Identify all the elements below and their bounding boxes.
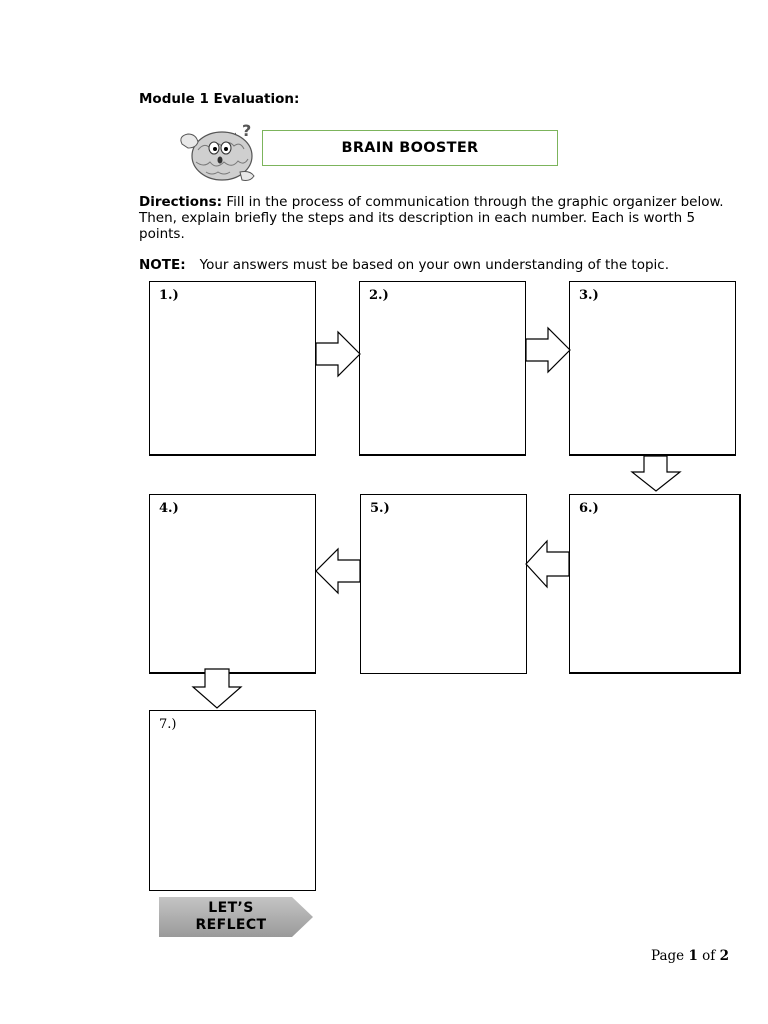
box-number: 7.) bbox=[159, 717, 177, 732]
svg-text:,: , bbox=[234, 127, 237, 137]
brain-booster-title: BRAIN BOOSTER bbox=[262, 130, 558, 166]
note-label: NOTE: bbox=[139, 257, 186, 273]
box-number: 2.) bbox=[369, 288, 389, 303]
directions-text: Fill in the process of communication through the graphic organizer below. Then, explain briefly the steps and its description in each number. Each is worth 5 points. bbox=[139, 194, 724, 242]
organizer-box-5[interactable] bbox=[360, 494, 527, 674]
directions-paragraph bbox=[139, 194, 729, 242]
brain-mascot-icon bbox=[176, 120, 264, 184]
reflect-line-2: REFLECT bbox=[195, 917, 267, 933]
page-number bbox=[651, 948, 729, 964]
page-of: of bbox=[697, 948, 720, 964]
box-number: 3.) bbox=[579, 288, 599, 303]
organizer-box-2[interactable] bbox=[359, 281, 526, 456]
organizer-box-7[interactable] bbox=[149, 710, 316, 891]
box-number: 4.) bbox=[159, 501, 179, 516]
page-current: 1 bbox=[688, 948, 698, 964]
arrow-right-icon bbox=[316, 332, 360, 376]
arrow-right-icon bbox=[526, 328, 570, 372]
organizer-box-6[interactable] bbox=[569, 494, 741, 674]
box-number: 5.) bbox=[370, 501, 390, 516]
note-text: Your answers must be based on your own understanding of the topic. bbox=[199, 257, 670, 273]
organizer-box-1[interactable] bbox=[149, 281, 316, 456]
box-number: 6.) bbox=[579, 501, 599, 516]
reflect-line-1: LET’S bbox=[208, 900, 254, 916]
note-line bbox=[139, 257, 669, 273]
arrow-down-icon bbox=[193, 669, 241, 708]
organizer-box-4[interactable] bbox=[149, 494, 316, 674]
module-heading: Module 1 Evaluation: bbox=[139, 91, 300, 107]
arrow-left-icon bbox=[316, 549, 360, 593]
arrow-down-icon bbox=[632, 456, 680, 491]
directions-label: Directions: bbox=[139, 194, 223, 210]
arrow-left-icon bbox=[526, 541, 569, 587]
page-total: 2 bbox=[719, 948, 729, 964]
page-prefix: Page bbox=[651, 948, 689, 964]
svg-text:?: ? bbox=[242, 121, 252, 140]
box-number: 1.) bbox=[159, 288, 179, 303]
organizer-box-3[interactable] bbox=[569, 281, 736, 456]
lets-reflect-label bbox=[170, 900, 292, 934]
